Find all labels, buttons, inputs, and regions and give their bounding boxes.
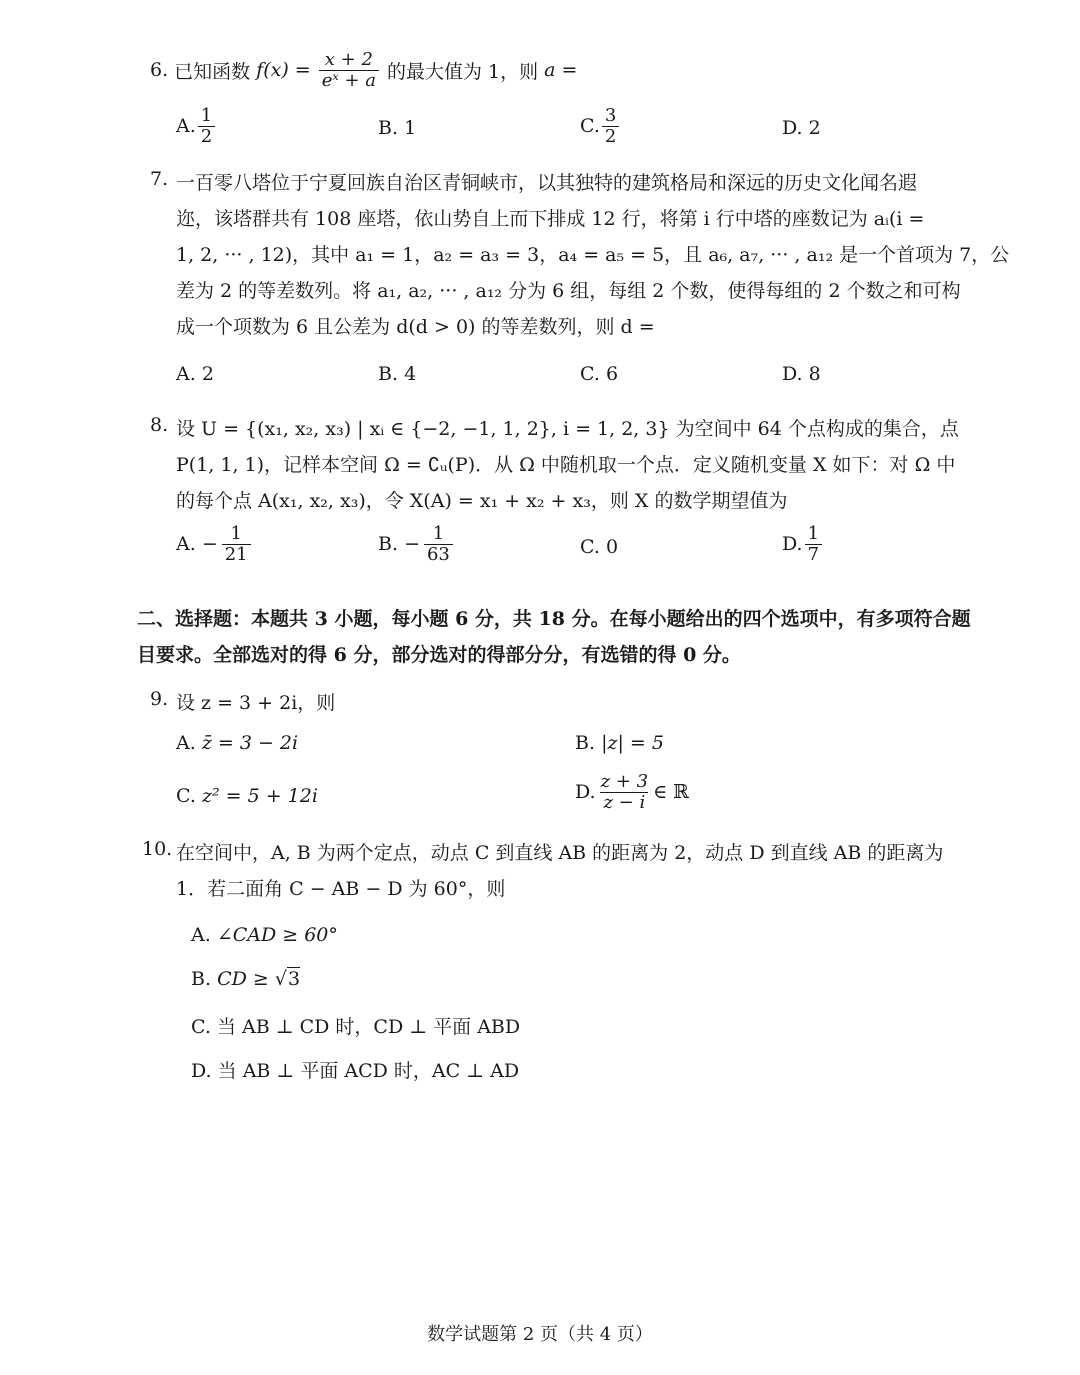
q10-option-c: C. 当 AB ⊥ CD 时，CD ⊥ 平面 ABD bbox=[191, 1016, 521, 1038]
question-9-stem: 设 z = 3 + 2i，则 bbox=[176, 692, 336, 714]
q9-option-c: C. z² = 5 + 12i bbox=[176, 785, 318, 807]
stem-line: P(1, 1, 1)，记样本空间 Ω = ∁ᵤ(P)．从 Ω 中随机取一个点．定义随机变量 X 如下：对 Ω 中 bbox=[176, 454, 956, 476]
answer-variable: a = bbox=[544, 59, 578, 82]
q6-option-b: B. 1 bbox=[378, 117, 417, 139]
q10-option-d: D. 当 AB ⊥ 平面 ACD 时，AC ⊥ AD bbox=[191, 1060, 520, 1082]
stem-line: 差为 2 的等差数列。将 a₁, a₂, ··· , a₁₂ 分为 6 组，每组 2 个数，使得每组的 2 个数之和可构 bbox=[176, 280, 961, 302]
q10-option-a: A. ∠CAD ≥ 60° bbox=[191, 924, 338, 946]
q8-option-d: D. $\frac{1}{7}$ bbox=[782, 524, 824, 565]
question-number: 8. bbox=[150, 414, 169, 436]
q6-option-d: D. 2 bbox=[782, 117, 821, 139]
fraction-numerator: x + 2 bbox=[324, 49, 373, 70]
q10-option-b: B. CD ≥ √3 bbox=[191, 968, 301, 990]
q6-option-c: C. $\frac{3}{2}$ bbox=[580, 106, 621, 147]
q7-option-b: B. 4 bbox=[378, 363, 417, 385]
option-fraction: $\frac{1}{63}$ bbox=[424, 524, 453, 565]
option-fraction: $\frac{1}{21}$ bbox=[222, 524, 251, 565]
q8-option-a: A. − $\frac{1}{21}$ bbox=[176, 524, 253, 565]
question-number: 10. bbox=[142, 838, 173, 860]
section-heading: 目要求。全部选对的得 6 分，部分选对的得部分分，有选错的得 0 分。 bbox=[137, 644, 741, 666]
q7-option-a: A. 2 bbox=[176, 363, 214, 385]
function-expression: f(x) = bbox=[256, 59, 311, 82]
stem-line: 一百零八塔位于宁夏回族自治区青铜峡市，以其独特的建筑格局和深远的历史文化闻名遐 bbox=[176, 172, 918, 194]
q8-option-c: C. 0 bbox=[580, 536, 619, 558]
question-text: 的最大值为 1，则 bbox=[387, 60, 539, 83]
stem-line: 成一个项数为 6 且公差为 d(d > 0) 的等差数列，则 d = bbox=[176, 316, 655, 338]
stem-line: 在空间中，A, B 为两个定点，动点 C 到直线 AB 的距离为 2，动点 D 到直线 AB 的距离为 bbox=[176, 842, 944, 864]
question-6-stem bbox=[150, 50, 577, 91]
section-heading: 二、选择题：本题共 3 小题，每小题 6 分，共 18 分。在每小题给出的四个选项中，有多项符合题 bbox=[137, 608, 971, 630]
stem-line: 的每个点 A(x₁, x₂, x₃)，令 X(A) = x₁ + x₂ + x₃，则 X 的数学期望值为 bbox=[176, 490, 788, 512]
option-fraction: $\frac{1}{7}$ bbox=[805, 524, 822, 565]
question-number: 9. bbox=[150, 688, 169, 710]
square-root: √3 bbox=[274, 968, 301, 990]
page-footer: 数学试题第 2 页（共 4 页） bbox=[427, 1324, 653, 1345]
question-text: 已知函数 bbox=[174, 60, 251, 83]
question-number: 6. bbox=[150, 59, 169, 82]
function-fraction bbox=[319, 50, 379, 91]
fraction-denominator: eˣ + a bbox=[319, 70, 379, 91]
question-number: 7. bbox=[150, 168, 169, 190]
stem-line: 迩，该塔群共有 108 座塔，依山势自上而下排成 12 行，将第 i 行中塔的座数记为 aᵢ(i = bbox=[176, 208, 925, 230]
q9-option-d: D. $\frac{z + 3}{z - i}$ ∈ ℝ bbox=[575, 771, 689, 813]
q6-option-a: A. $\frac{1}{2}$ bbox=[176, 106, 217, 147]
q9-option-a: A. z̄ = 3 − 2i bbox=[176, 732, 299, 754]
option-fraction: $\frac{3}{2}$ bbox=[602, 106, 619, 147]
option-fraction: $\frac{z + 3}{z - i}$ bbox=[600, 771, 649, 813]
stem-line: 设 U = {(x₁, x₂, x₃) | xᵢ ∈ {−2, −1, 1, 2}, i = 1, 2, 3} 为空间中 64 个点构成的集合，点 bbox=[176, 418, 959, 440]
stem-line: 1．若二面角 C − AB − D 为 60°，则 bbox=[176, 878, 506, 900]
q9-option-b: B. |z| = 5 bbox=[575, 732, 664, 754]
stem-line: 1, 2, ··· , 12)，其中 a₁ = 1，a₂ = a₃ = 3，a₄ = a₅ = 5，且 a₆, a₇, ··· , a₁₂ 是一个首项为 7，公 bbox=[176, 244, 1010, 266]
q7-option-d: D. 8 bbox=[782, 363, 821, 385]
q7-option-c: C. 6 bbox=[580, 363, 619, 385]
q8-option-b: B. − $\frac{1}{63}$ bbox=[378, 524, 455, 565]
option-fraction: $\frac{1}{2}$ bbox=[198, 106, 215, 147]
